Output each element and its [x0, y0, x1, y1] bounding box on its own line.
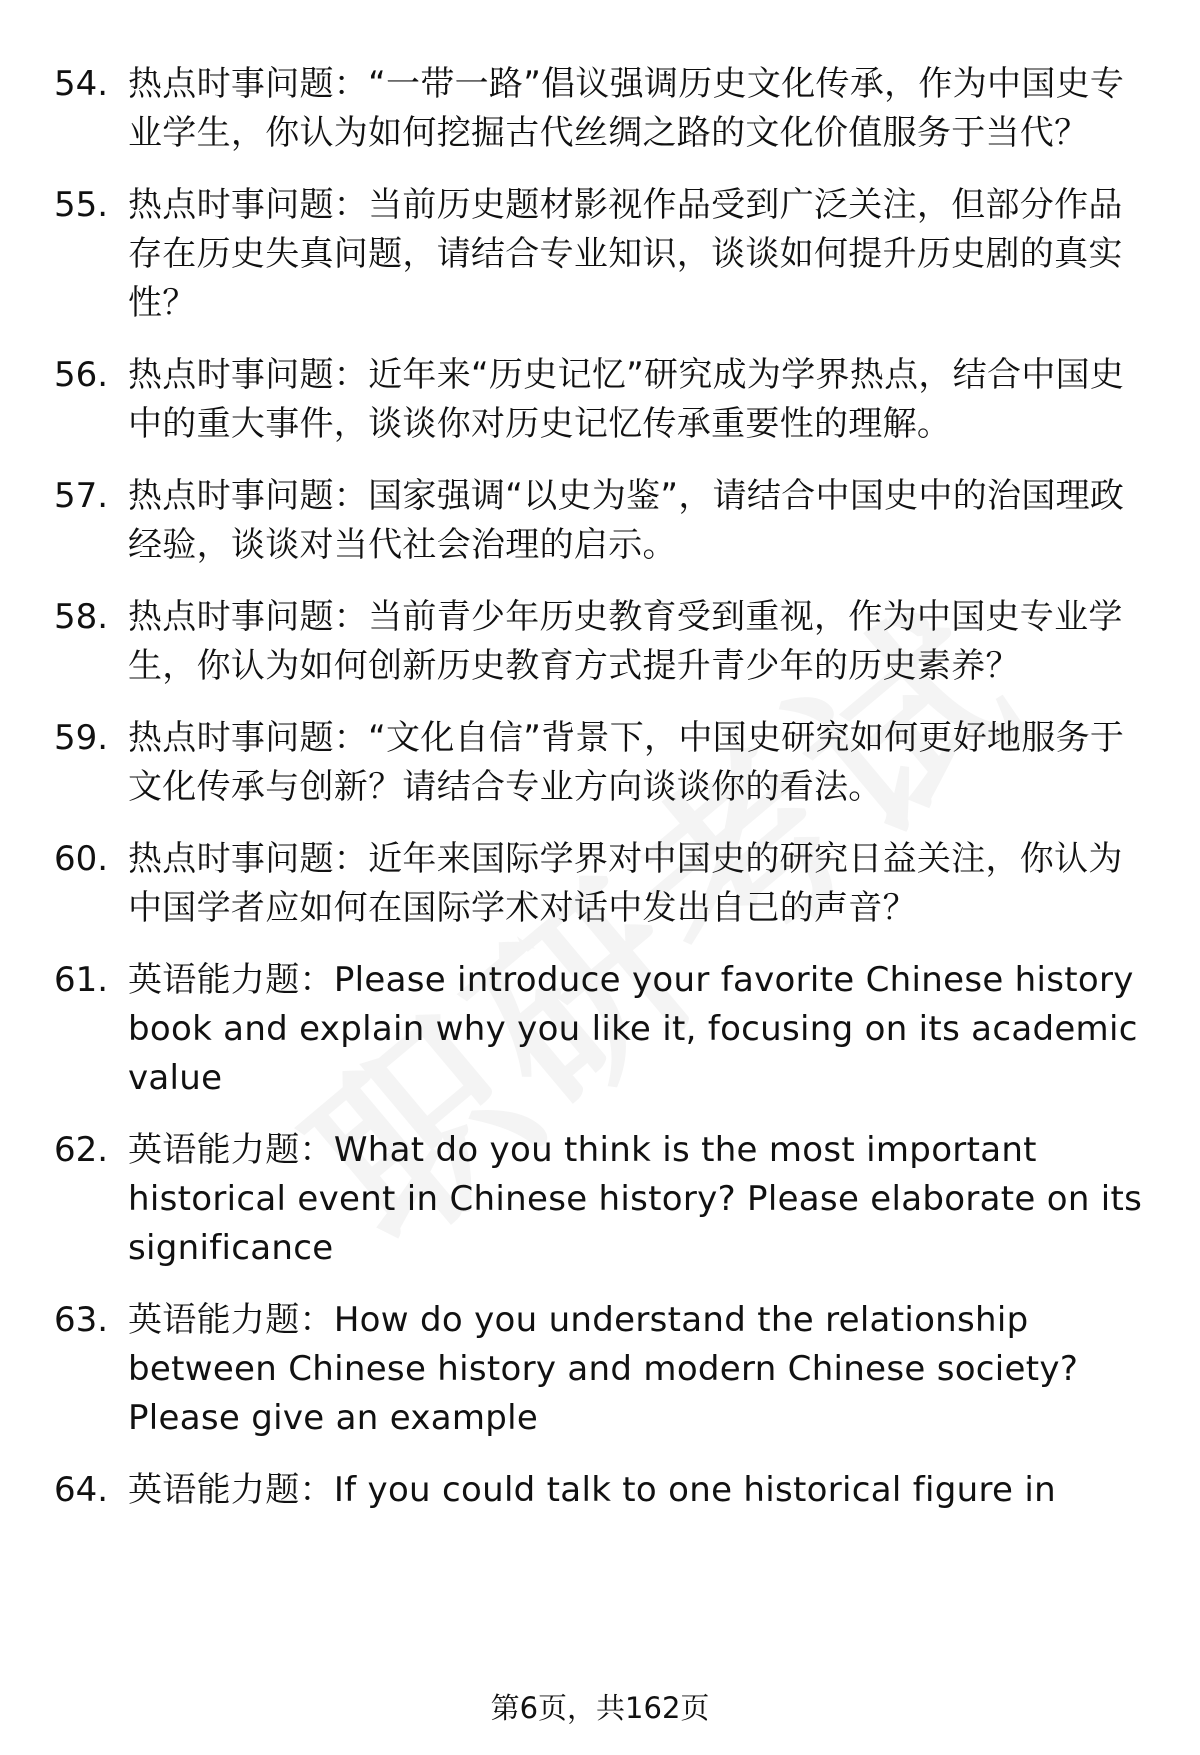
question-body — [128, 593, 1144, 691]
question-item — [54, 60, 1144, 158]
question-number: 63. — [54, 1300, 109, 1340]
question-category: 英语能力题： — [128, 1470, 334, 1510]
question-category: 热点时事问题： — [128, 839, 369, 879]
question-item — [54, 593, 1144, 691]
question-number: 58. — [54, 597, 109, 637]
question-text: 国家强调“以史为鉴”，请结合中国史中的治国理政经验，谈谈对当代社会治理的启示。 — [128, 476, 1125, 565]
question-item — [54, 714, 1144, 812]
question-number: 57. — [54, 476, 109, 516]
question-item — [54, 1466, 1144, 1515]
question-text: If you could talk to one historical figure in — [333, 1470, 1056, 1510]
question-item — [54, 835, 1144, 933]
question-text: “一带一路”倡议强调历史文化传承，作为中国史专业学生，你认为如何挖掘古代丝绸之路的文化价值服务于当代？ — [128, 64, 1125, 153]
question-text: “文化自信”背景下，中国史研究如何更好地服务于文化传承与创新？请结合专业方向谈谈你的看法。 — [128, 718, 1125, 807]
question-body — [128, 835, 1144, 933]
question-number: 62. — [54, 1130, 109, 1170]
question-text: Please introduce your favorite Chinese history book and explain why you like it, focusing on its academic value — [128, 960, 1138, 1098]
question-body — [128, 351, 1144, 449]
question-number: 56. — [54, 355, 109, 395]
question-item — [54, 956, 1144, 1103]
question-body — [128, 60, 1144, 158]
question-text: 当前历史题材影视作品受到广泛关注，但部分作品存在历史失真问题，请结合专业知识，谈谈如何提升历史剧的真实性？ — [128, 185, 1123, 323]
question-number: 61. — [54, 960, 109, 1000]
question-body — [128, 1466, 1144, 1515]
question-body — [128, 1126, 1144, 1273]
question-number: 64. — [54, 1470, 109, 1510]
question-item — [54, 1126, 1144, 1273]
question-category: 热点时事问题： — [128, 355, 369, 395]
question-category: 英语能力题： — [128, 1130, 334, 1170]
question-item — [54, 472, 1144, 570]
question-text: What do you think is the most important historical event in Chinese history? Please elaborate on its significance — [128, 1130, 1143, 1268]
question-category: 英语能力题： — [128, 1300, 334, 1340]
page-footer — [0, 1688, 1200, 1728]
question-number: 60. — [54, 839, 109, 879]
question-body — [128, 1296, 1144, 1443]
question-text: How do you understand the relationship between Chinese history and modern Chinese society? Please give an example — [128, 1300, 1079, 1438]
question-number: 55. — [54, 185, 109, 225]
question-body — [128, 714, 1144, 812]
question-category: 热点时事问题： — [128, 476, 369, 516]
question-category: 热点时事问题： — [128, 597, 369, 637]
question-body — [128, 956, 1144, 1103]
question-item — [54, 1296, 1144, 1443]
question-category: 热点时事问题： — [128, 718, 369, 758]
question-category: 英语能力题： — [128, 960, 334, 1000]
question-item — [54, 181, 1144, 328]
page-number-label: 第6页，共162页 — [490, 1691, 710, 1725]
question-text: 近年来“历史记忆”研究成为学界热点，结合中国史中的重大事件，谈谈你对历史记忆传承重要性的理解。 — [128, 355, 1125, 444]
question-number: 59. — [54, 718, 109, 758]
question-body — [128, 181, 1144, 328]
question-item — [54, 351, 1144, 449]
question-body — [128, 472, 1144, 570]
question-number: 54. — [54, 64, 109, 104]
question-list — [54, 60, 1144, 1538]
question-category: 热点时事问题： — [128, 64, 369, 104]
question-text: 近年来国际学界对中国史的研究日益关注，你认为中国学者应如何在国际学术对话中发出自己的声音？ — [128, 839, 1123, 928]
question-category: 热点时事问题： — [128, 185, 369, 225]
question-text: 当前青少年历史教育受到重视，作为中国史专业学生，你认为如何创新历史教育方式提升青少年的历史素养？ — [128, 597, 1123, 686]
